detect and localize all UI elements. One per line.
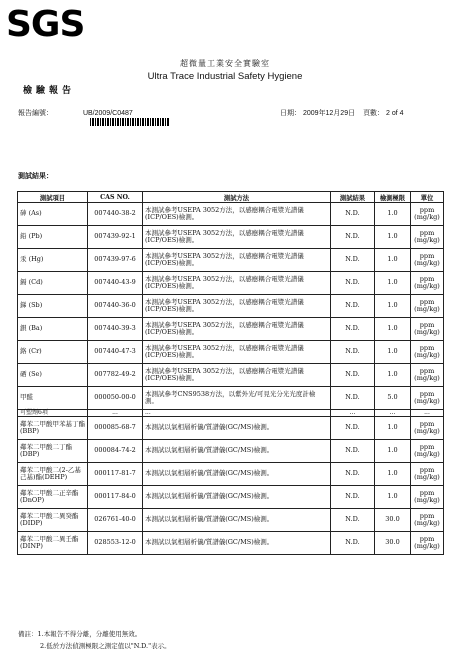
table-row bbox=[18, 417, 444, 440]
cell-test-item: 汞 (Hg) bbox=[18, 249, 88, 272]
cell-unit: ppm (mg/kg) bbox=[411, 440, 444, 463]
cell-result: N.D. bbox=[331, 318, 375, 341]
note-1: 備註：1.本報告不得分離，分離使用無效。 bbox=[18, 630, 142, 638]
cell-test-method: 本測試以氣相層析儀/質譜儀(GC/MS)檢測。 bbox=[143, 486, 331, 509]
cell-test-item: 甲醛 bbox=[18, 387, 88, 410]
cell-cas-no: 000084-74-2 bbox=[88, 440, 143, 463]
cell-result: N.D. bbox=[331, 226, 375, 249]
cell-cas-no: 007440-38-2 bbox=[88, 203, 143, 226]
cell-result: N.D. bbox=[331, 364, 375, 387]
header-test-item: 測試項目 bbox=[18, 192, 88, 203]
cell-test-item: 鄰苯二甲酸二(2-乙基己基)酯(DEHP) bbox=[18, 463, 88, 486]
cell-test-item: 砷 (As) bbox=[18, 203, 88, 226]
cell-cas-no: 007439-92-1 bbox=[88, 226, 143, 249]
cell-detection-limit: 1.0 bbox=[375, 364, 411, 387]
sgs-logo: SGS bbox=[6, 4, 85, 45]
cell-detection-limit: 1.0 bbox=[375, 226, 411, 249]
cell-test-method: 本測試以氣相層析儀/質譜儀(GC/MS)檢測。 bbox=[143, 440, 331, 463]
cell-test-method: 本測試參考USEPA 3052方法，以感應耦合電漿光譜儀(ICP/OES)檢測。 bbox=[143, 272, 331, 295]
note-2: 2.低於方法偵測極限之測定值以"N.D."表示。 bbox=[40, 642, 171, 650]
cell-test-method: 本測試參考USEPA 3052方法，以感應耦合電漿光譜儀(ICP/OES)檢測。 bbox=[143, 318, 331, 341]
cell-test-item: 鉛 (Pb) bbox=[18, 226, 88, 249]
cell-test-item: 銻 (Sb) bbox=[18, 295, 88, 318]
cell-test-method: ... bbox=[143, 410, 331, 417]
cell-detection-limit: 1.0 bbox=[375, 486, 411, 509]
table-row bbox=[18, 532, 444, 555]
cell-unit: ppm (mg/kg) bbox=[411, 417, 444, 440]
cell-test-method: 本測試以氣相層析儀/質譜儀(GC/MS)檢測。 bbox=[143, 532, 331, 555]
cell-cas-no: 007440-43-9 bbox=[88, 272, 143, 295]
cell-detection-limit: 30.0 bbox=[375, 532, 411, 555]
header-cas-no: CAS NO. bbox=[88, 192, 143, 203]
cell-test-method: 本測試以氣相層析儀/質譜儀(GC/MS)檢測。 bbox=[143, 509, 331, 532]
cell-unit: ppm (mg/kg) bbox=[411, 249, 444, 272]
table-row bbox=[18, 341, 444, 364]
cell-test-item: 鎘 (Cd) bbox=[18, 272, 88, 295]
table-row bbox=[18, 486, 444, 509]
header-unit: 單位 bbox=[411, 192, 444, 203]
cell-detection-limit: 1.0 bbox=[375, 417, 411, 440]
cell-result: N.D. bbox=[331, 532, 375, 555]
cell-result: N.D. bbox=[331, 486, 375, 509]
cell-unit: ppm (mg/kg) bbox=[411, 486, 444, 509]
cell-test-method: 本測試參考USEPA 3052方法，以感應耦合電漿光譜儀(ICP/OES)檢測。 bbox=[143, 364, 331, 387]
table-row bbox=[18, 272, 444, 295]
cell-detection-limit: 1.0 bbox=[375, 272, 411, 295]
cell-cas-no: 007440-36-0 bbox=[88, 295, 143, 318]
table-row bbox=[18, 318, 444, 341]
cell-detection-limit: 1.0 bbox=[375, 463, 411, 486]
cell-unit: ppm (mg/kg) bbox=[411, 318, 444, 341]
table-row bbox=[18, 463, 444, 486]
header-result: 測試結果 bbox=[331, 192, 375, 203]
cell-test-method: 本測試以氣相層析儀/質譜儀(GC/MS)檢測。 bbox=[143, 463, 331, 486]
report-number-value: UB/2009/C0487 bbox=[82, 110, 133, 117]
report-page-label: 頁數： bbox=[363, 110, 385, 117]
cell-result: N.D. bbox=[331, 509, 375, 532]
cell-cas-no: 007439-97-6 bbox=[88, 249, 143, 272]
cell-result: N.D. bbox=[331, 295, 375, 318]
cell-cas-no: 000117-81-7 bbox=[88, 463, 143, 486]
cell-test-method: 本測試參考USEPA 3052方法，以感應耦合電漿光譜儀(ICP/OES)檢測。 bbox=[143, 203, 331, 226]
report-number bbox=[18, 108, 133, 118]
cell-cas-no: ... bbox=[88, 410, 143, 417]
cell-unit: ppm (mg/kg) bbox=[411, 295, 444, 318]
document-title: 檢驗報告 bbox=[23, 86, 76, 96]
cell-detection-limit: 1.0 bbox=[375, 440, 411, 463]
report-date-page bbox=[280, 108, 404, 118]
cell-test-method: 本測試參考USEPA 3052方法，以感應耦合電漿光譜儀(ICP/OES)檢測。 bbox=[143, 249, 331, 272]
report-number-label: 報告編號： bbox=[18, 110, 53, 117]
cell-detection-limit: 1.0 bbox=[375, 341, 411, 364]
cell-result: N.D. bbox=[331, 387, 375, 410]
results-label: 測試結果： bbox=[18, 171, 53, 180]
cell-unit: ... bbox=[411, 410, 444, 417]
cell-test-method: 本測試參考USEPA 3052方法，以感應耦合電漿光譜儀(ICP/OES)檢測。 bbox=[143, 295, 331, 318]
lab-name-english: Ultra Trace Industrial Safety Hygiene bbox=[147, 71, 303, 82]
cell-unit: ppm (mg/kg) bbox=[411, 272, 444, 295]
cell-test-method: 本測試以氣相層析儀/質譜儀(GC/MS)檢測。 bbox=[143, 417, 331, 440]
cell-test-item: 硒 (Se) bbox=[18, 364, 88, 387]
cell-detection-limit: 1.0 bbox=[375, 203, 411, 226]
cell-result: N.D. bbox=[331, 341, 375, 364]
cell-result: N.D. bbox=[331, 463, 375, 486]
table-row bbox=[18, 509, 444, 532]
table-header-row bbox=[18, 192, 444, 203]
cell-test-item: 鉻 (Cr) bbox=[18, 341, 88, 364]
cell-cas-no: 028553-12-0 bbox=[88, 532, 143, 555]
cell-unit: ppm (mg/kg) bbox=[411, 509, 444, 532]
cell-cas-no: 000050-00-0 bbox=[88, 387, 143, 410]
barcode bbox=[90, 118, 170, 126]
table-row bbox=[18, 203, 444, 226]
cell-unit: ppm (mg/kg) bbox=[411, 226, 444, 249]
cell-test-item: 鄰苯二甲酸二異癸酯(DIDP) bbox=[18, 509, 88, 532]
table-row bbox=[18, 295, 444, 318]
cell-test-item: 鄰苯二甲酸二異壬酯(DINP) bbox=[18, 532, 88, 555]
notes bbox=[18, 628, 171, 652]
table-row bbox=[18, 410, 444, 417]
cell-test-item: 鋇 (Ba) bbox=[18, 318, 88, 341]
cell-result: N.D. bbox=[331, 249, 375, 272]
cell-cas-no: 026761-40-0 bbox=[88, 509, 143, 532]
cell-detection-limit: 1.0 bbox=[375, 249, 411, 272]
cell-test-item: 鄰苯二甲酸甲苯基丁酯(BBP) bbox=[18, 417, 88, 440]
cell-test-item: 可塑劑6項 bbox=[18, 410, 88, 417]
lab-name-chinese: 超微量工業安全實驗室 bbox=[180, 59, 270, 68]
cell-detection-limit: ... bbox=[375, 410, 411, 417]
cell-detection-limit: 5.0 bbox=[375, 387, 411, 410]
table-row bbox=[18, 226, 444, 249]
header-test-method: 測試方法 bbox=[143, 192, 331, 203]
cell-test-item: 鄰苯二甲酸二丁酯(DBP) bbox=[18, 440, 88, 463]
cell-test-method: 本測試參考USEPA 3052方法，以感應耦合電漿光譜儀(ICP/OES)檢測。 bbox=[143, 341, 331, 364]
report-date-label: 日期： bbox=[280, 110, 301, 117]
cell-test-method: 本測試參考CNS9538方法，以紫外光/可見光分光光度計檢測。 bbox=[143, 387, 331, 410]
cell-result: N.D. bbox=[331, 417, 375, 440]
cell-test-item: 鄰苯二甲酸二正辛酯(DnOP) bbox=[18, 486, 88, 509]
cell-unit: ppm (mg/kg) bbox=[411, 203, 444, 226]
cell-unit: ppm (mg/kg) bbox=[411, 387, 444, 410]
cell-detection-limit: 1.0 bbox=[375, 295, 411, 318]
cell-detection-limit: 1.0 bbox=[375, 318, 411, 341]
header-detection-limit: 檢測極限 bbox=[375, 192, 411, 203]
cell-cas-no: 000085-68-7 bbox=[88, 417, 143, 440]
cell-unit: ppm (mg/kg) bbox=[411, 341, 444, 364]
report-date-value: 2009年12月29日 bbox=[302, 110, 356, 117]
table-row bbox=[18, 387, 444, 410]
cell-test-method: 本測試參考USEPA 3052方法，以感應耦合電漿光譜儀(ICP/OES)檢測。 bbox=[143, 226, 331, 249]
cell-unit: ppm (mg/kg) bbox=[411, 364, 444, 387]
table-row bbox=[18, 364, 444, 387]
cell-cas-no: 007782-49-2 bbox=[88, 364, 143, 387]
cell-result: N.D. bbox=[331, 203, 375, 226]
cell-cas-no: 007440-47-3 bbox=[88, 341, 143, 364]
report-page-value: 2 of 4 bbox=[386, 110, 404, 117]
cell-result: N.D. bbox=[331, 272, 375, 295]
cell-detection-limit: 30.0 bbox=[375, 509, 411, 532]
cell-unit: ppm (mg/kg) bbox=[411, 532, 444, 555]
cell-result: ... bbox=[331, 410, 375, 417]
cell-cas-no: 007440-39-3 bbox=[88, 318, 143, 341]
cell-result: N.D. bbox=[331, 440, 375, 463]
table-row bbox=[18, 249, 444, 272]
results-table bbox=[17, 191, 444, 555]
cell-unit: ppm (mg/kg) bbox=[411, 463, 444, 486]
table-row bbox=[18, 440, 444, 463]
cell-cas-no: 000117-84-0 bbox=[88, 486, 143, 509]
